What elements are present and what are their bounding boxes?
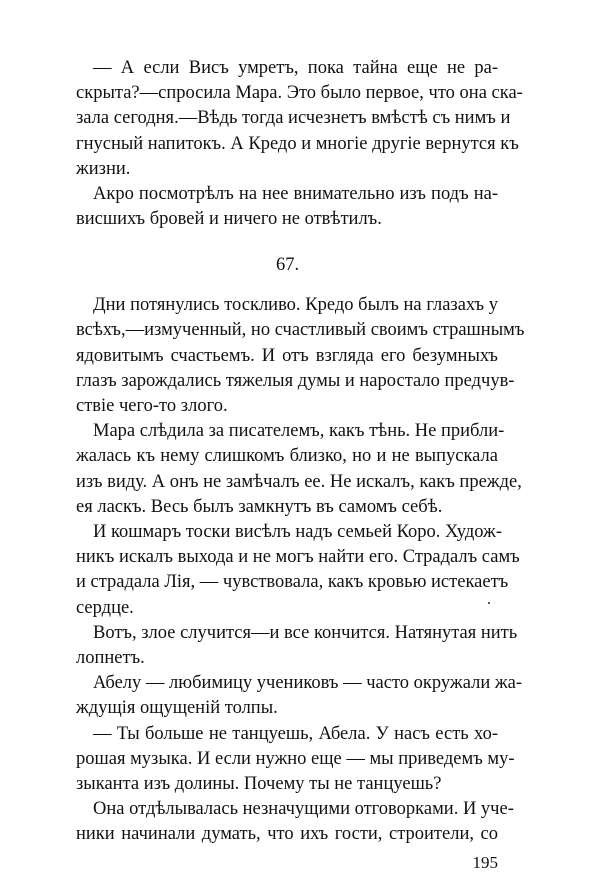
text-line: — Ты больше не танцуешь, Абела. У насъ есть хо-	[93, 723, 498, 744]
text-line: жалась къ нему слишкомъ близко, но и не выпускала	[76, 446, 498, 467]
text-line: висшихъ бровей и ничего не отвѣтилъ.	[76, 209, 382, 230]
text-line: Абелу — любимицу учениковъ — часто окружали жа-	[93, 673, 522, 694]
text-line: скрыта?—спросила Мара. Это было первое, что она ска-	[76, 83, 523, 104]
text-line: ждущія ощущеній толпы.	[76, 698, 278, 719]
text-line: рошая музыка. И если нужно еще — мы приведемъ му-	[76, 748, 515, 769]
chapter-number: 67.	[275, 255, 300, 276]
text-line: зыканта изъ долины. Почему ты не танцуешь?	[76, 774, 442, 794]
text-line: ея ласкъ. Весь былъ замкнутъ въ самомъ себѣ.	[76, 496, 443, 517]
text-line: гнусный напитокъ. А Кредо и многіе другіе вернутся къ	[76, 133, 519, 154]
text-line: сердце.	[76, 597, 134, 618]
text-line: всѣхъ,—измученный, но счастливый своимъ страшнымъ	[76, 320, 525, 341]
text-line: зала сегодня.—Вѣдь тогда исчезнетъ вмѣстѣ съ нимъ и	[76, 108, 511, 129]
text-line: Акро посмотрѣлъ на нее внимательно изъ подъ на-	[93, 184, 498, 204]
text-line: И кошмаръ тоски висѣлъ надъ семьей Коро. Худож-	[93, 522, 502, 542]
text-line: ствіе чего-то злого.	[76, 396, 228, 416]
text-line: лопнетъ.	[76, 648, 145, 668]
text-line: жизни.	[76, 158, 131, 179]
text-line: — А если Висъ умретъ, пока тайна еще не ра-	[93, 58, 498, 78]
text-line: и страдала Лія, — чувствовала, какъ кровью истекаетъ	[76, 572, 509, 593]
text-line: ядовитымъ счастьемъ. И отъ взгляда его безумныхъ	[76, 345, 498, 366]
text-line: Вотъ, злое случится—и все кончится. Натянутая нить	[93, 622, 518, 643]
text-line: Мара слѣдила за писателемъ, какъ тѣнь. Не прибли-	[93, 421, 505, 442]
ink-speck	[488, 602, 490, 604]
text-line: глазъ зарождались тяжелыя думы и наростало предчув-	[76, 370, 515, 391]
text-line: Она отдѣлывалась незначущими отговорками. И уче-	[93, 799, 514, 820]
page-number: 195	[472, 853, 498, 872]
text-line: никъ искалъ выхода и не могъ найти его. Страдалъ самъ	[76, 547, 520, 568]
text-line: Дни потянулись тоскливо. Кредо былъ на глазахъ у	[93, 295, 498, 316]
text-line: ники начинали думать, что ихъ гости, строители, со	[76, 824, 498, 845]
text-line: изъ виду. А онъ не замѣчалъ ее. Не искалъ, какъ прежде,	[76, 471, 522, 492]
